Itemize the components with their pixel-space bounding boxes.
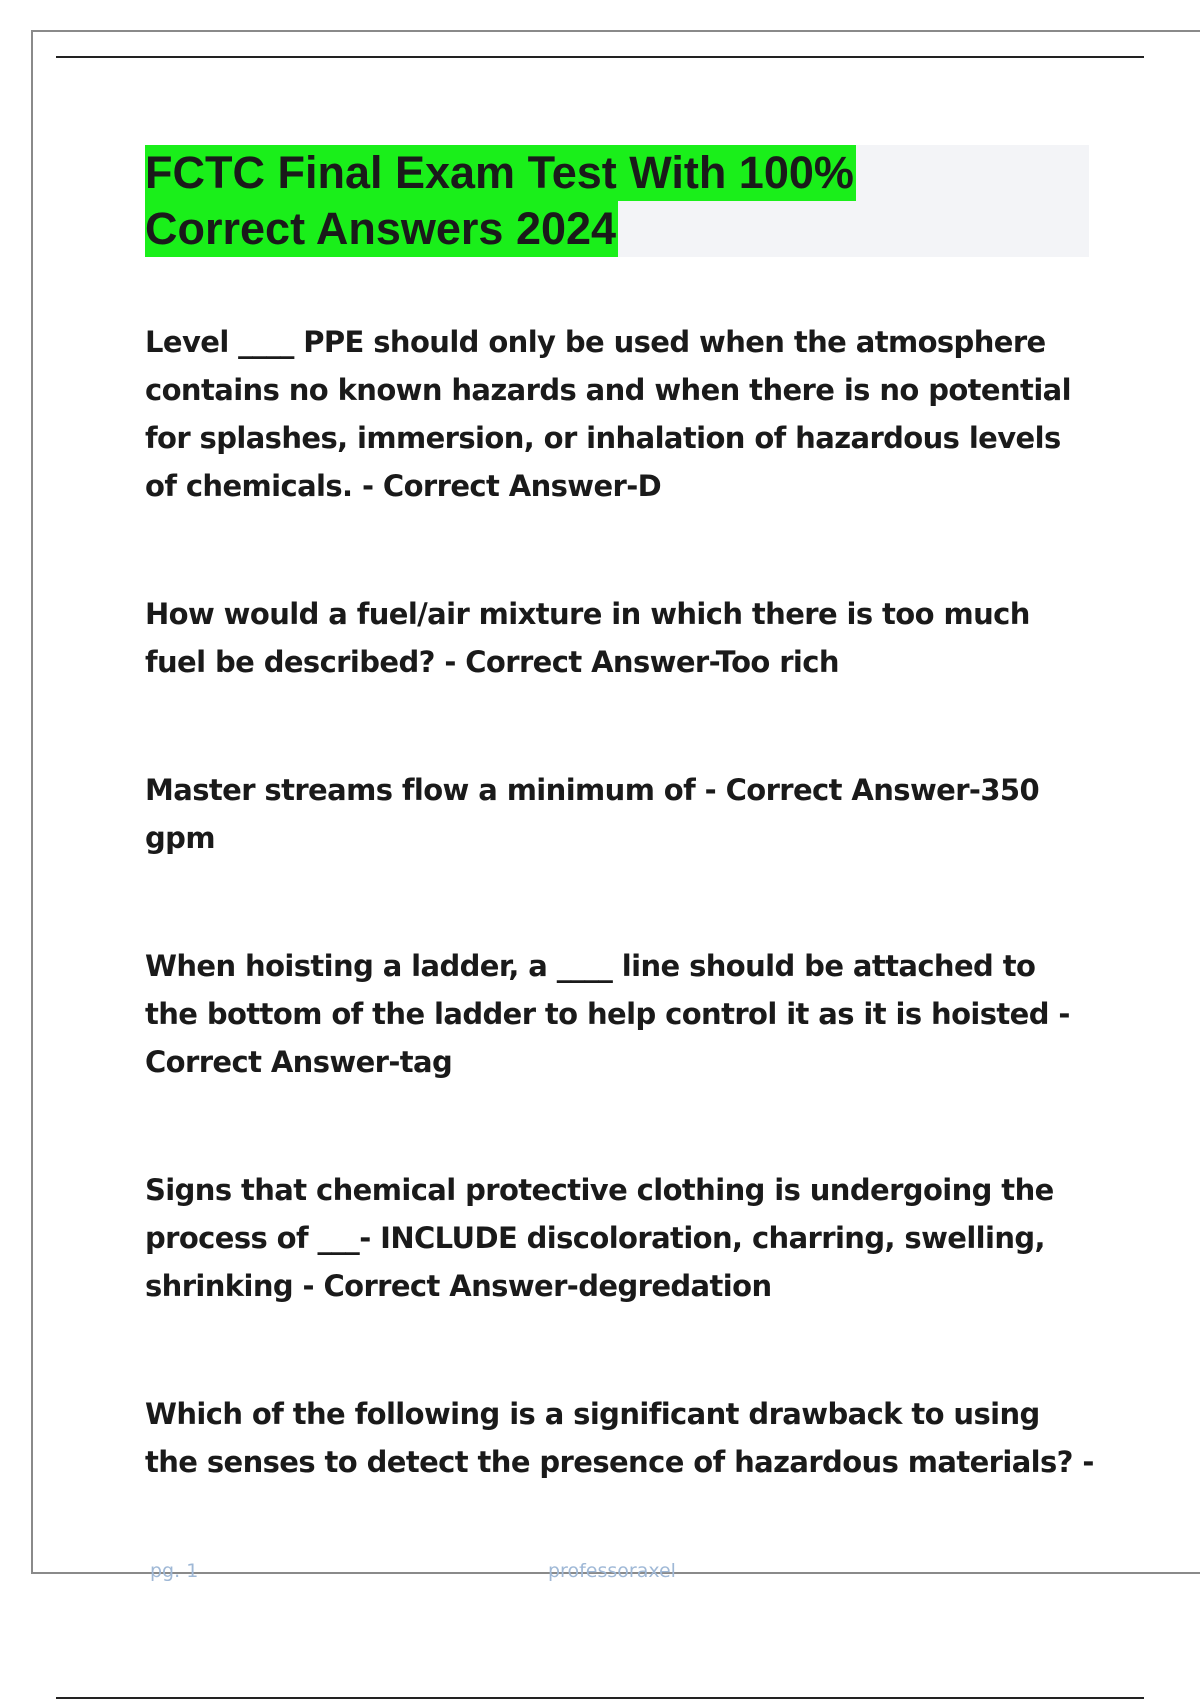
question-item-5: Signs that chemical protective clothing is undergoing the process of ___- INCLUDE discoloration, charring, swelling, shrinking - Correct Answer-degredation — [145, 1173, 1054, 1303]
question-item-3: Master streams flow a minimum of - Correct Answer-350 gpm — [145, 773, 1040, 855]
question-item-4: When hoisting a ladder, a ____ line should be attached to the bottom of the ladder to help control it as it is hoisted - Correct Answer-tag — [145, 949, 1070, 1079]
footer-page-number: pg. 1 — [150, 1560, 199, 1582]
bottom-rule — [56, 1697, 1144, 1699]
title-line-1: FCTC Final Exam Test With 100% — [145, 145, 856, 201]
footer-author: professoraxel — [548, 1560, 676, 1582]
top-rule — [56, 56, 1144, 58]
title-line-2: Correct Answers 2024 — [145, 201, 618, 257]
document-title — [145, 145, 1089, 257]
question-item-2: How would a fuel/air mixture in which there is too much fuel be described? - Correct Answer-Too rich — [145, 597, 1030, 679]
question-item-6: Which of the following is a significant drawback to using the senses to detect the presence of hazardous materials? - — [145, 1397, 1094, 1479]
question-list — [145, 318, 1095, 1486]
title-block — [145, 145, 1089, 257]
question-item-1: Level ____ PPE should only be used when the atmosphere contains no known hazards and when there is no potential for splashes, immersion, or inhalation of hazardous levels of chemicals. - Correct Answer-D — [145, 325, 1071, 503]
